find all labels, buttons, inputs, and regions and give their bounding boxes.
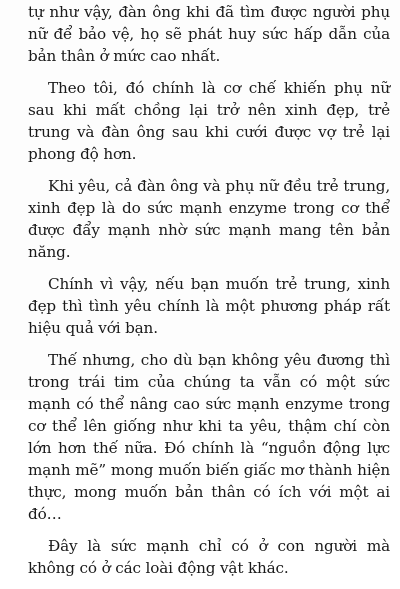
paragraph-love-method: Chính vì vậy, nếu bạn muốn trẻ trung, xinh đẹp thì tình yêu chính là một phương pháp rất hiệu quả với bạn.: [28, 275, 390, 337]
paragraph-continued: tự như vậy, đàn ông khi đã tìm được người phụ nữ để bảo vệ, họ sẽ phát huy sức hấp dẫn của bản thân ở mức cao nhất.: [28, 3, 390, 65]
paragraph-motivation: Thế nhưng, cho dù bạn không yêu đương thì trong trái tim của chúng ta vẫn có một sức mạnh có thể nâng cao sức mạnh enzyme trong cơ thể lên giống như khi ta yêu, thậm chí còn lớn hơn thế nữa. Đó chính là “nguồn động lực mạnh mẽ” mong muốn biến giấc mơ thành hiện thực, mong muốn bản thân có ích với một ai đó…: [28, 351, 390, 523]
body-text: [28, 1, 390, 589]
paragraph-mechanism: Theo tôi, đó chính là cơ chế khiến phụ nữ sau khi mất chồng lại trở nên xinh đẹp, trẻ trung và đàn ông sau khi cưới được vợ trẻ lại phong độ hơn.: [28, 79, 390, 163]
paragraph-love-enzyme: Khi yêu, cả đàn ông và phụ nữ đều trẻ trung, xinh đẹp là do sức mạnh enzyme trong cơ thể được đẩy mạnh nhờ sức mạnh mang tên bản năng.: [28, 177, 390, 261]
paragraph-human-strength: Đây là sức mạnh chỉ có ở con người mà không có ở các loài động vật khác.: [28, 537, 390, 577]
